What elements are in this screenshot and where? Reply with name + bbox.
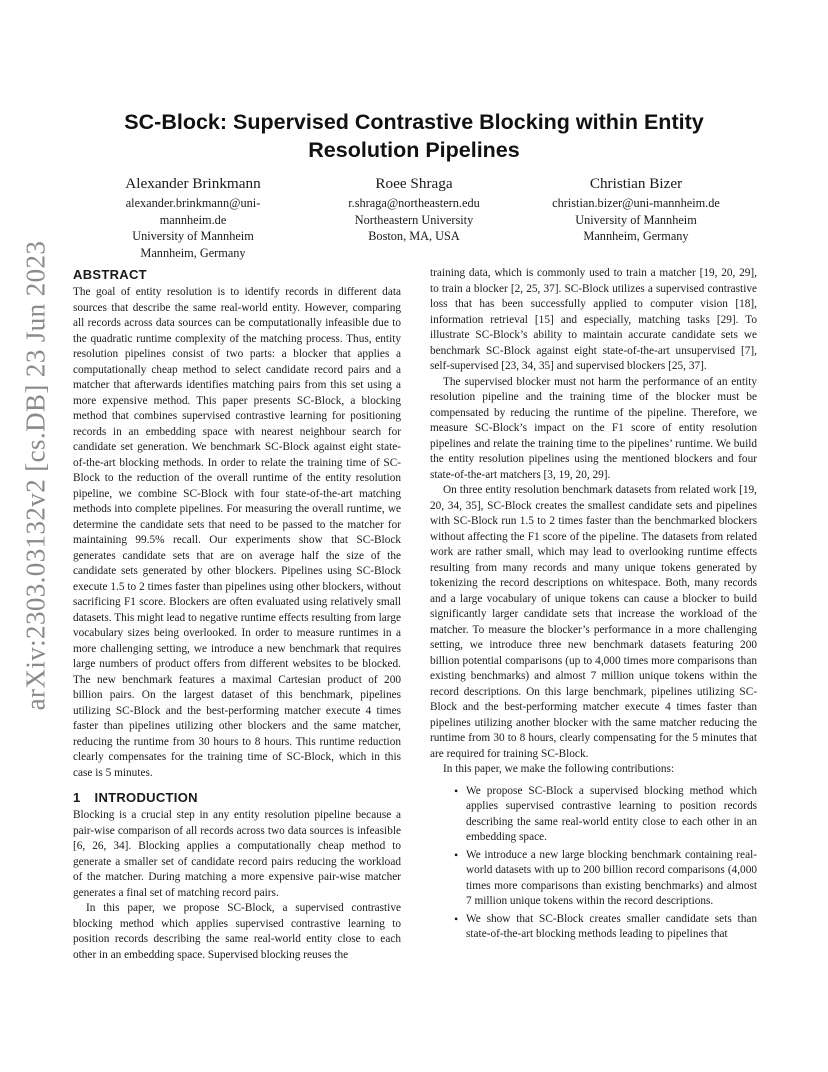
author-location: Boston, MA, USA: [368, 229, 460, 243]
author-block: [0, 174, 828, 264]
author-name: Roee Shraga: [375, 175, 453, 192]
list-item: • We propose SC-Block a supervised blocking method which applies supervised contrastive learning to position records describing the same real-world entity close to each other in an embedding space.: [466, 784, 757, 846]
author-3: [521, 174, 751, 245]
author-location: Mannheim, Germany: [583, 229, 689, 243]
section-title: INTRODUCTION: [94, 790, 198, 805]
author-name: Christian Bizer: [589, 175, 683, 192]
author-email-line-1: alexander.brinkmann@uni-: [125, 196, 261, 210]
arxiv-identifier: arXiv:2303.03132v2 [cs.DB] 23 Jun 2023: [20, 240, 51, 710]
list-item: • We show that SC-Block creates smaller candidate sets than state-of-the-art blocking methods leading to pipelines that: [466, 912, 757, 943]
author-name: Alexander Brinkmann: [125, 175, 261, 192]
author-2: [299, 174, 529, 245]
author-affiliation: University of Mannheim: [132, 229, 254, 243]
contribution-list: [430, 784, 757, 943]
author-1: [78, 174, 308, 261]
author-email: r.shraga@northeastern.edu: [348, 196, 480, 210]
section-number: 1: [73, 790, 81, 805]
body-paragraph-1: training data, which is commonly used to train a matcher [19, 20, 29], to train a blocker [2, 25, 37]. SC-Block utilizes a supervised contrastive loss that has been successfully applied to computer vision [18], information retrieval [15] and especially, matching tasks [29]. To illustrate SC-Block’s ability to maintain accurate candidate sets we benchmark SC-Block against eight state-of-the-art unsupervised [7], self-supervised [23, 34, 35] and supervised blockers [25, 37].: [430, 267, 757, 372]
body-paragraph-3: On three entity resolution benchmark datasets from related work [19, 20, 34, 35], SC-Block creates the smallest candidate sets and pipelines with SC-Block run 1.5 to 2 times faster than the benchmarked blockers without affecting the F1 score of the pipeline. The datasets from related work are rather small, which may lead to overlooking runtime effects resulting from many records and many unique tokens generated by tokenizing the record descriptions on whitespace. Both, many records and a large vocabulary of unique tokens can cause a blocker to build significantly larger candidate sets that increase the workload of the matcher. To measure the blocker’s performance in a more challenging setting, we introduce three new benchmark datasets featuring 200 billion potential comparisons (up to 4,000 times more comparisons than existing benchmarks) and almost 7 million unique tokens within the record descriptions. On this large benchmark, pipelines utilizing SC-Block and the best-performing matcher execute 4 times faster than pipelines utilizing another blocker with the same matcher reducing the runtime from 30 to 8 hours, clearly compensating for the 5 minutes that are required for training SC-Block.: [430, 484, 757, 760]
intro-paragraph-2: In this paper, we propose SC-Block, a supervised contrastive blocking method which applies supervised contrastive learning to position records describing the same real-world entity close to each other in an embedding space. Supervised blocking reuses the: [73, 902, 401, 961]
abstract-text: The goal of entity resolution is to identify records in different data sources that describe the same real-world entity. However, comparing all records across data sources can be computationally infeasible due to the quadratic runtime complexity of the matching process. Thus, entity resolution pipelines consist of two parts: a blocker that applies a computationally cheap method to select candidate record pairs and a matcher that afterwards identifies matching pairs from this set using a more expensive method. This paper presents SC-Block, a blocking method that combines supervised contrastive learning for positioning records in an embedding space with nearest neighbour search for candidate set generation. We benchmark SC-Block against eight state-of-the-art blocking methods. In order to relate the training time of SC-Block to the reduction of the overall runtime of the entity resolution pipeline, we combine SC-Block with four state-of-the-art matching methods into complete pipelines. For measuring the overall runtime, we determine the candidate sets that need to be passed to the matcher for maintaining 99.5% recall. Our experiments show that SC-Block generates candidate sets that are on average half the size of the candidate sets generated by other blockers. Pipelines using SC-Block execute 1.5 to 2 times faster than pipelines using other blockers, without sacrificing F1 score. Blockers are often evaluated using relatively small datasets. This might lead to negative runtime effects resulting from large vocabulary sizes being overlooked. In order to measure runtimes in a more challenging setting, we introduce a new benchmark that requires large numbers of product offers from different websites to be blocked. The new benchmark features a maximal Cartesian product of 200 billion pairs. On the largest dataset of this benchmark, pipelines utilizing SC-Block and the best-performing matcher execute 4 times faster than pipelines utilizing other blockers and the same matcher, reducing the runtime from 30 hours to 8 hours. This runtime reduction clearly compensates for the training time of SC-Block, which in this case is 5 minutes.: [73, 286, 401, 779]
author-location: Mannheim, Germany: [140, 245, 246, 260]
author-affiliation: University of Mannheim: [575, 212, 697, 227]
intro-paragraph-1: Blocking is a crucial step in any entity resolution pipeline because a pair-wise comparison of all records across two data sources is infeasible [6, 26, 34]. Blocking applies a computationally cheap method to generate a smaller set of candidate record pairs reducing the workload of the matcher. During matching a more expensive pair-wise matcher generates a final set of matching record pairs.: [73, 809, 401, 899]
paper-title: SC-Block: Supervised Contrastive Blocking within Entity Resolution Pipelines: [124, 110, 704, 162]
body-paragraph-2: The supervised blocker must not harm the performance of an entity resolution pipeline and the training time of the blocker must be compensated by reducing the runtime of the pipeline. Therefore, we measure SC-Block’s impact on the F1 score of entity resolution pipelines and relate the training time to the pipelines’ runtime. We build the entity resolution pipelines using the mentioned blockers and four state-of-the-art matchers [3, 19, 20, 29].: [430, 375, 757, 481]
abstract-heading: ABSTRACT: [73, 267, 147, 282]
introduction-heading: [73, 789, 401, 806]
author-email: christian.bizer@uni-mannheim.de: [552, 196, 720, 210]
arxiv-stamp: [14, 240, 58, 710]
left-column: [73, 266, 401, 963]
right-column: [430, 266, 757, 945]
list-item: • We introduce a new large blocking benchmark containing real-world datasets with up to 200 billion record comparisons (4,000 times more comparisons than existing benchmarks) and almost 7 million unique tokens within the record descriptions.: [466, 848, 757, 910]
author-email-line-2: mannheim.de: [159, 212, 227, 227]
author-affiliation: Northeastern University: [354, 212, 474, 227]
body-paragraph-4: In this paper, we make the following contributions:: [443, 763, 675, 775]
